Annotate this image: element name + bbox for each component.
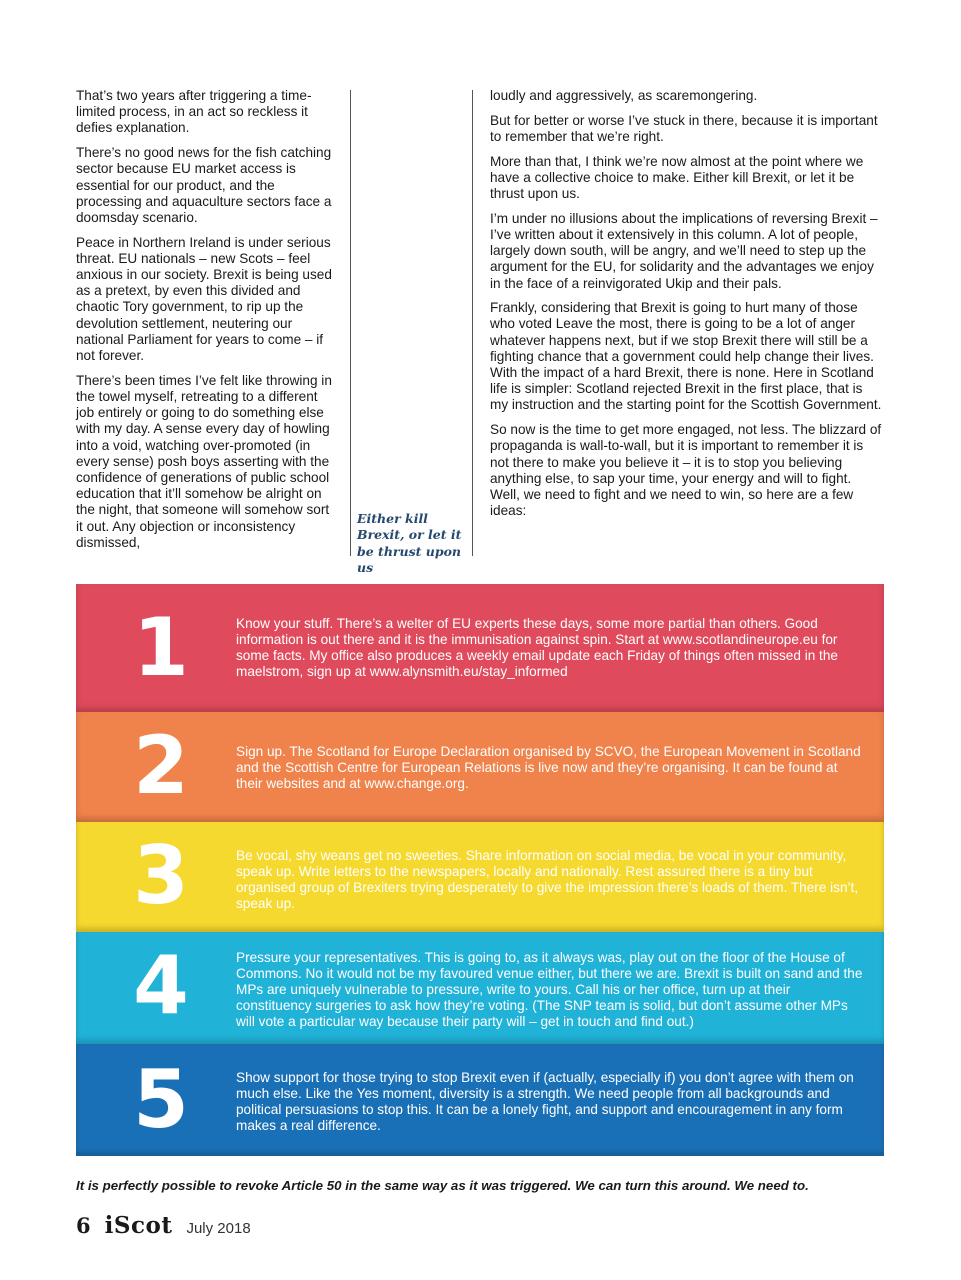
paragraph: I’m under no illusions about the implications of reversing Brexit – I’ve written about it extensively in this column. A lot of people, largely down south, will be angry, and we’ll need to step up the argument for the EU, for solidarity and the advantages we enjoy in the face of a reinvigorated Ukip and their pals. — [490, 210, 878, 291]
paragraph: There’s been times I’ve felt like throwing in the towel myself, retreating to a different job entirely or going to do something else with my day. A sense every day of howling into a void, watching over-promoted (in every sense) posh boys asserting with the confidence of generations of public school education that it’ll somehow be alright on the night, that someone will somehow sort it out. Any objection or inconsistency dismissed, — [76, 372, 332, 550]
article-right-column — [490, 88, 884, 528]
magazine-logo: iScot — [104, 1212, 173, 1239]
idea-text: Pressure your representatives. This is going to, as it always was, play out on the floor of the House of Commons. No it would not be my favoured venue either, but there we are. Brexit is built on sand and the MPs are uniquely vulnerable to pressure, write to yours. Call his or her office, turn up at their constituency surgeries to ask how they’re voting. (The SNP team is solid, but don’t assume other MPs will vote a particular way because their party will – get in touch and find out.) — [236, 950, 863, 1029]
paragraph: So now is the time to get more engaged, not less. The blizzard of propaganda is wall-to-wall, but it is important to remember it is not there to make you believe it – it is to stop you believing anything else, to sap your time, your energy and will to fight. Well, we need to fight and we need to win, so here are a few ideas: — [490, 422, 882, 519]
idea-band-2 — [76, 712, 884, 822]
paragraph: Frankly, considering that Brexit is going to hurt many of those who voted Leave the most, there is going to be a lot of anger whatever happens next, but if we stop Brexit there will still be a fighting chance that a government could help change their lives. With the impact of a hard Brexit, there is none. Here in Scotland life is simpler: Scotland rejected Brexit in the first place, that is my instruction and the starting point for the Scottish Government. — [490, 300, 882, 413]
idea-band-3 — [76, 822, 884, 932]
idea-text: Know your stuff. There’s a welter of EU experts these days, some more partial than others. Good information is out there and it is the immunisation against spin. Start at www.scotlandineurope.eu for some facts. My office also produces a weekly email update each Friday of things often missed in the maelstrom, sign up at www.alynsmith.eu/stay_informed — [236, 616, 838, 679]
idea-number: 2 — [133, 719, 189, 812]
page-footer — [76, 1212, 251, 1248]
paragraph: Peace in Northern Ireland is under serious threat. EU nationals – new Scots – feel anxious in our society. Brexit is being used as a pretext, by even this divided and chaotic Tory government, to rip up the devolution settlement, neutering our national Parliament for years to come – if not forever. — [76, 234, 332, 364]
idea-band-1 — [76, 584, 884, 712]
paragraph: There’s no good news for the fish catching sector because EU market access is essential for our product, and the processing and aquaculture sectors face a doomsday scenario. — [76, 145, 332, 225]
idea-number: 5 — [133, 1053, 189, 1146]
paragraph: That’s two years after triggering a time-limited process, in an act so reckless it defies explanation. — [76, 88, 312, 136]
pull-quote: Either kill Brexit, or let it be thrust upon us — [357, 511, 462, 576]
idea-band-4 — [76, 932, 884, 1044]
paragraph: loudly and aggressively, as scaremongering. — [490, 88, 758, 103]
column-divider — [350, 90, 351, 556]
idea-number: 3 — [133, 829, 189, 922]
idea-text: Show support for those trying to stop Brexit even if (actually, especially if) you don’t agree with them on much else. Like the Yes moment, diversity is a strength. We need people from all backgrounds and political persuasions to stop this. It can be a lonely fight, and support and encouragement in any form makes a real difference. — [236, 1070, 854, 1133]
paragraph: But for better or worse I’ve stuck in there, because it is important to remember that we’re right. — [490, 112, 878, 144]
idea-band-5 — [76, 1044, 884, 1156]
idea-text: Sign up. The Scotland for Europe Declaration organised by SCVO, the European Movement in Scotland and the Scottish Centre for European Relations is live now and they’re organising. It can be found at their websites and at www.change.org. — [236, 744, 861, 791]
column-divider — [472, 90, 473, 556]
idea-text: Be vocal, shy weans get no sweeties. Share information on social media, be vocal in your community, speak up. Write letters to the newspapers, locally and nationally. Rest assured there is a tiny but organised group of Brexiters trying desperately to give the impression there’s loads of them. There isn’t, speak up. — [236, 848, 859, 911]
page-number: 6 — [76, 1213, 91, 1238]
paragraph: More than that, I think we’re now almost at the point where we have a collective choice to make. Either kill Brexit, or let it be thrust upon us. — [490, 153, 864, 202]
idea-number: 4 — [133, 939, 189, 1032]
closing-statement: It is perfectly possible to revoke Article 50 in the same way as it was triggered. We can turn this around. We need to. — [76, 1178, 809, 1193]
article-left-column — [76, 88, 336, 559]
issue-date: July 2018 — [186, 1220, 251, 1237]
idea-number: 1 — [133, 601, 189, 694]
